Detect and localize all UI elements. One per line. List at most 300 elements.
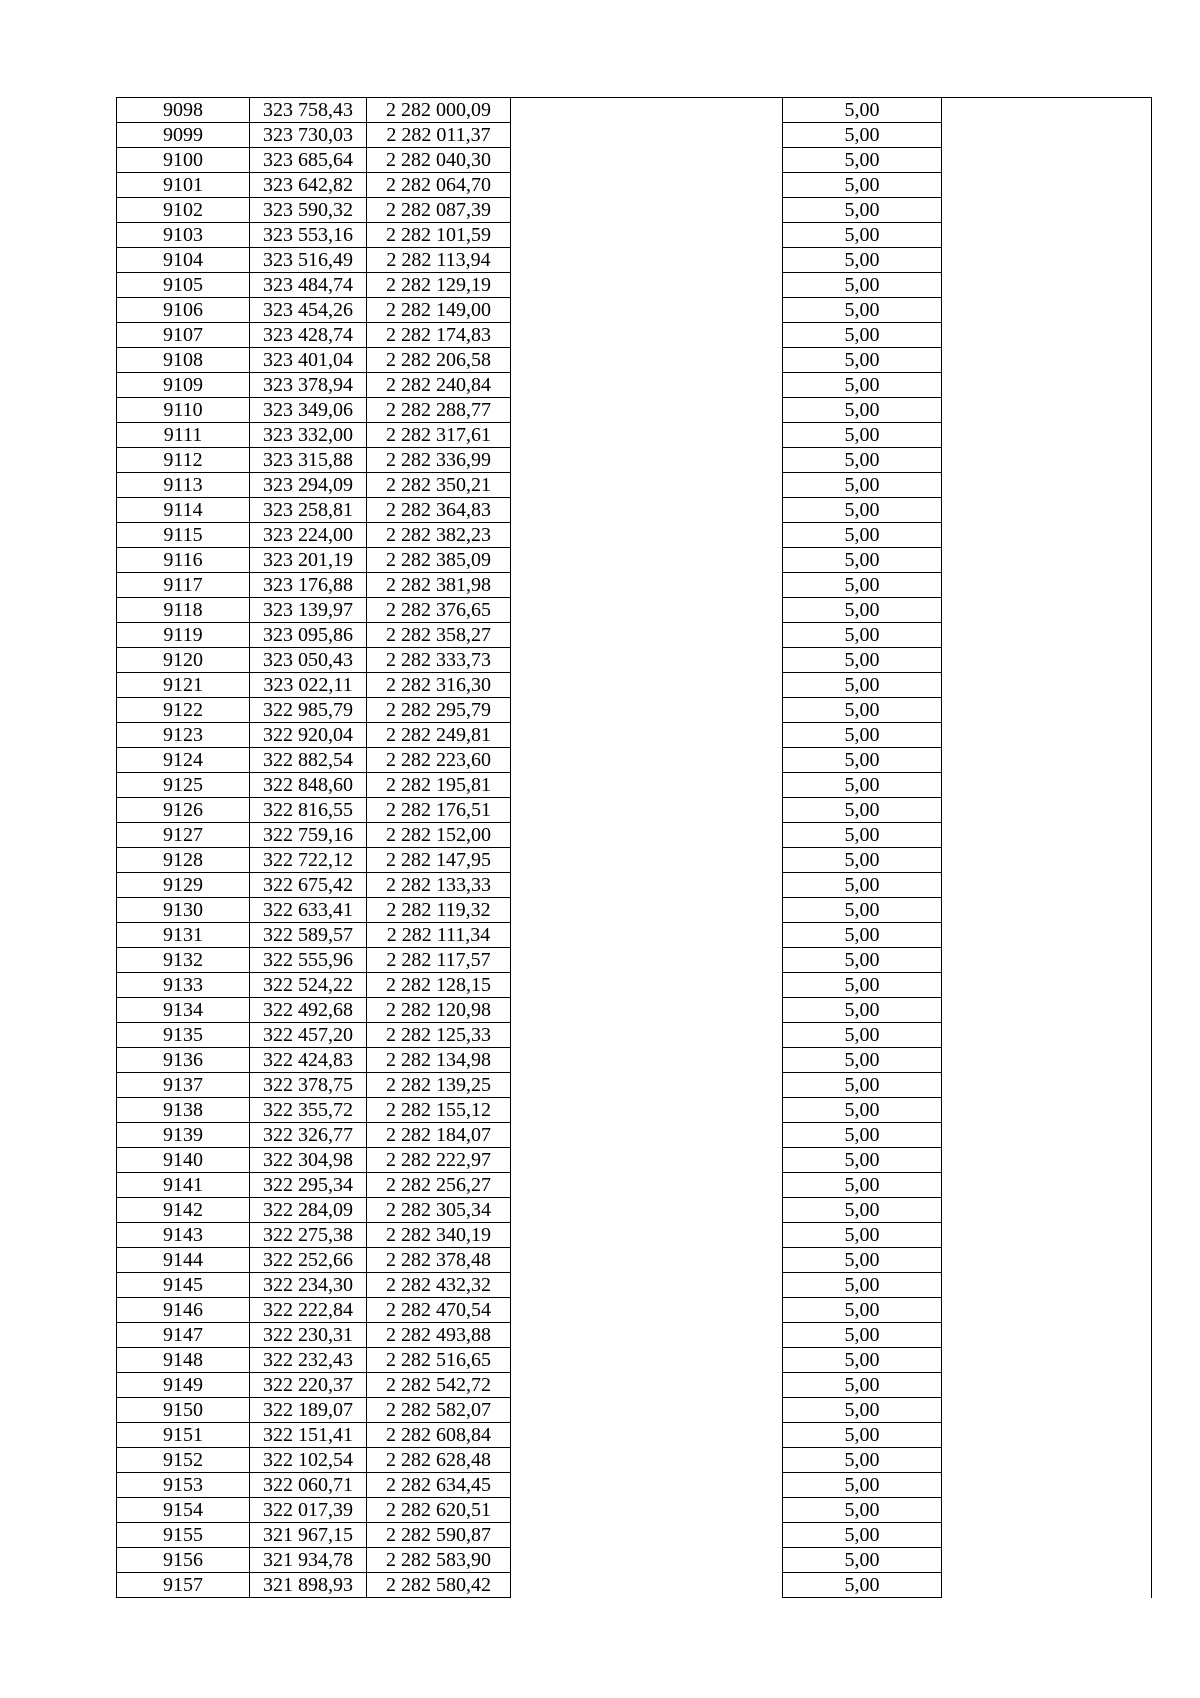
blank-cell bbox=[942, 1373, 1152, 1398]
x-coordinate-cell: 323 315,88 bbox=[250, 448, 367, 473]
blank-cell bbox=[942, 1548, 1152, 1573]
table-row bbox=[117, 1423, 1152, 1448]
blank-cell bbox=[511, 1523, 783, 1548]
value-cell: 5,00 bbox=[783, 1098, 942, 1123]
y-coordinate-cell: 2 282 583,90 bbox=[367, 1548, 511, 1573]
y-coordinate-cell: 2 282 147,95 bbox=[367, 848, 511, 873]
blank-cell bbox=[942, 523, 1152, 548]
y-coordinate-cell: 2 282 113,94 bbox=[367, 248, 511, 273]
y-coordinate-cell: 2 282 378,48 bbox=[367, 1248, 511, 1273]
value-cell: 5,00 bbox=[783, 1348, 942, 1373]
value-cell: 5,00 bbox=[783, 623, 942, 648]
point-number-cell: 9155 bbox=[117, 1523, 250, 1548]
value-cell: 5,00 bbox=[783, 798, 942, 823]
table-row bbox=[117, 598, 1152, 623]
point-number-cell: 9126 bbox=[117, 798, 250, 823]
point-number-cell: 9098 bbox=[117, 98, 250, 123]
blank-cell bbox=[511, 623, 783, 648]
x-coordinate-cell: 322 222,84 bbox=[250, 1298, 367, 1323]
x-coordinate-cell: 323 050,43 bbox=[250, 648, 367, 673]
y-coordinate-cell: 2 282 223,60 bbox=[367, 748, 511, 773]
point-number-cell: 9122 bbox=[117, 698, 250, 723]
blank-cell bbox=[942, 1498, 1152, 1523]
coordinates-table-body bbox=[117, 98, 1152, 1598]
table-row bbox=[117, 198, 1152, 223]
value-cell: 5,00 bbox=[783, 373, 942, 398]
blank-cell bbox=[511, 873, 783, 898]
y-coordinate-cell: 2 282 350,21 bbox=[367, 473, 511, 498]
point-number-cell: 9100 bbox=[117, 148, 250, 173]
point-number-cell: 9104 bbox=[117, 248, 250, 273]
blank-cell bbox=[511, 1398, 783, 1423]
blank-cell bbox=[511, 1423, 783, 1448]
blank-cell bbox=[511, 998, 783, 1023]
blank-cell bbox=[511, 1048, 783, 1073]
x-coordinate-cell: 322 252,66 bbox=[250, 1248, 367, 1273]
blank-cell bbox=[942, 1198, 1152, 1223]
blank-cell bbox=[511, 698, 783, 723]
blank-cell bbox=[511, 1223, 783, 1248]
table-row bbox=[117, 898, 1152, 923]
blank-cell bbox=[511, 248, 783, 273]
blank-cell bbox=[942, 298, 1152, 323]
table-row bbox=[117, 773, 1152, 798]
blank-cell bbox=[511, 223, 783, 248]
blank-cell bbox=[942, 1473, 1152, 1498]
blank-cell bbox=[511, 523, 783, 548]
point-number-cell: 9150 bbox=[117, 1398, 250, 1423]
table-row bbox=[117, 673, 1152, 698]
value-cell: 5,00 bbox=[783, 1573, 942, 1598]
x-coordinate-cell: 322 882,54 bbox=[250, 748, 367, 773]
point-number-cell: 9107 bbox=[117, 323, 250, 348]
coordinates-table bbox=[116, 97, 1152, 1598]
blank-cell bbox=[942, 423, 1152, 448]
blank-cell bbox=[511, 123, 783, 148]
point-number-cell: 9124 bbox=[117, 748, 250, 773]
x-coordinate-cell: 322 275,38 bbox=[250, 1223, 367, 1248]
blank-cell bbox=[511, 1073, 783, 1098]
blank-cell bbox=[942, 348, 1152, 373]
blank-cell bbox=[942, 873, 1152, 898]
value-cell: 5,00 bbox=[783, 173, 942, 198]
blank-cell bbox=[942, 1023, 1152, 1048]
x-coordinate-cell: 321 898,93 bbox=[250, 1573, 367, 1598]
point-number-cell: 9119 bbox=[117, 623, 250, 648]
y-coordinate-cell: 2 282 608,84 bbox=[367, 1423, 511, 1448]
table-row bbox=[117, 1498, 1152, 1523]
blank-cell bbox=[942, 998, 1152, 1023]
table-row bbox=[117, 1273, 1152, 1298]
value-cell: 5,00 bbox=[783, 223, 942, 248]
blank-cell bbox=[942, 698, 1152, 723]
value-cell: 5,00 bbox=[783, 1173, 942, 1198]
x-coordinate-cell: 323 428,74 bbox=[250, 323, 367, 348]
value-cell: 5,00 bbox=[783, 273, 942, 298]
y-coordinate-cell: 2 282 542,72 bbox=[367, 1373, 511, 1398]
point-number-cell: 9129 bbox=[117, 873, 250, 898]
point-number-cell: 9136 bbox=[117, 1048, 250, 1073]
table-row bbox=[117, 1373, 1152, 1398]
y-coordinate-cell: 2 282 336,99 bbox=[367, 448, 511, 473]
value-cell: 5,00 bbox=[783, 1148, 942, 1173]
blank-cell bbox=[942, 948, 1152, 973]
blank-cell bbox=[942, 198, 1152, 223]
table-row bbox=[117, 423, 1152, 448]
blank-cell bbox=[942, 1248, 1152, 1273]
point-number-cell: 9133 bbox=[117, 973, 250, 998]
blank-cell bbox=[511, 498, 783, 523]
point-number-cell: 9147 bbox=[117, 1323, 250, 1348]
point-number-cell: 9121 bbox=[117, 673, 250, 698]
value-cell: 5,00 bbox=[783, 723, 942, 748]
blank-cell bbox=[511, 323, 783, 348]
value-cell: 5,00 bbox=[783, 1298, 942, 1323]
y-coordinate-cell: 2 282 129,19 bbox=[367, 273, 511, 298]
x-coordinate-cell: 323 758,43 bbox=[250, 98, 367, 123]
table-row bbox=[117, 948, 1152, 973]
blank-cell bbox=[511, 723, 783, 748]
value-cell: 5,00 bbox=[783, 1548, 942, 1573]
value-cell: 5,00 bbox=[783, 848, 942, 873]
value-cell: 5,00 bbox=[783, 973, 942, 998]
blank-cell bbox=[511, 748, 783, 773]
y-coordinate-cell: 2 282 119,32 bbox=[367, 898, 511, 923]
table-row bbox=[117, 1198, 1152, 1223]
y-coordinate-cell: 2 282 358,27 bbox=[367, 623, 511, 648]
value-cell: 5,00 bbox=[783, 448, 942, 473]
value-cell: 5,00 bbox=[783, 1273, 942, 1298]
table-row bbox=[117, 148, 1152, 173]
point-number-cell: 9131 bbox=[117, 923, 250, 948]
x-coordinate-cell: 322 232,43 bbox=[250, 1348, 367, 1373]
table-row bbox=[117, 173, 1152, 198]
point-number-cell: 9101 bbox=[117, 173, 250, 198]
y-coordinate-cell: 2 282 064,70 bbox=[367, 173, 511, 198]
x-coordinate-cell: 322 816,55 bbox=[250, 798, 367, 823]
blank-cell bbox=[511, 848, 783, 873]
point-number-cell: 9105 bbox=[117, 273, 250, 298]
x-coordinate-cell: 322 589,57 bbox=[250, 923, 367, 948]
y-coordinate-cell: 2 282 295,79 bbox=[367, 698, 511, 723]
x-coordinate-cell: 322 326,77 bbox=[250, 1123, 367, 1148]
value-cell: 5,00 bbox=[783, 1373, 942, 1398]
table-row bbox=[117, 1223, 1152, 1248]
y-coordinate-cell: 2 282 317,61 bbox=[367, 423, 511, 448]
value-cell: 5,00 bbox=[783, 398, 942, 423]
table-row bbox=[117, 498, 1152, 523]
table-row bbox=[117, 573, 1152, 598]
table-row bbox=[117, 1023, 1152, 1048]
blank-cell bbox=[511, 598, 783, 623]
y-coordinate-cell: 2 282 011,37 bbox=[367, 123, 511, 148]
point-number-cell: 9141 bbox=[117, 1173, 250, 1198]
point-number-cell: 9103 bbox=[117, 223, 250, 248]
x-coordinate-cell: 322 555,96 bbox=[250, 948, 367, 973]
point-number-cell: 9108 bbox=[117, 348, 250, 373]
y-coordinate-cell: 2 282 000,09 bbox=[367, 98, 511, 123]
point-number-cell: 9112 bbox=[117, 448, 250, 473]
y-coordinate-cell: 2 282 174,83 bbox=[367, 323, 511, 348]
table-row bbox=[117, 998, 1152, 1023]
y-coordinate-cell: 2 282 117,57 bbox=[367, 948, 511, 973]
y-coordinate-cell: 2 282 382,23 bbox=[367, 523, 511, 548]
blank-cell bbox=[511, 823, 783, 848]
point-number-cell: 9148 bbox=[117, 1348, 250, 1373]
x-coordinate-cell: 322 524,22 bbox=[250, 973, 367, 998]
y-coordinate-cell: 2 282 340,19 bbox=[367, 1223, 511, 1248]
blank-cell bbox=[511, 398, 783, 423]
y-coordinate-cell: 2 282 222,97 bbox=[367, 1148, 511, 1173]
table-row bbox=[117, 448, 1152, 473]
blank-cell bbox=[942, 1573, 1152, 1598]
point-number-cell: 9151 bbox=[117, 1423, 250, 1448]
blank-cell bbox=[511, 473, 783, 498]
table-row bbox=[117, 1173, 1152, 1198]
value-cell: 5,00 bbox=[783, 923, 942, 948]
value-cell: 5,00 bbox=[783, 98, 942, 123]
value-cell: 5,00 bbox=[783, 1123, 942, 1148]
blank-cell bbox=[511, 1323, 783, 1348]
table-row bbox=[117, 623, 1152, 648]
y-coordinate-cell: 2 282 249,81 bbox=[367, 723, 511, 748]
blank-cell bbox=[511, 1298, 783, 1323]
y-coordinate-cell: 2 282 195,81 bbox=[367, 773, 511, 798]
point-number-cell: 9102 bbox=[117, 198, 250, 223]
blank-cell bbox=[511, 1498, 783, 1523]
value-cell: 5,00 bbox=[783, 148, 942, 173]
blank-cell bbox=[942, 1098, 1152, 1123]
blank-cell bbox=[942, 1173, 1152, 1198]
blank-cell bbox=[942, 648, 1152, 673]
value-cell: 5,00 bbox=[783, 473, 942, 498]
blank-cell bbox=[942, 1073, 1152, 1098]
blank-cell bbox=[942, 1048, 1152, 1073]
x-coordinate-cell: 323 590,32 bbox=[250, 198, 367, 223]
value-cell: 5,00 bbox=[783, 948, 942, 973]
blank-cell bbox=[511, 348, 783, 373]
x-coordinate-cell: 323 332,00 bbox=[250, 423, 367, 448]
value-cell: 5,00 bbox=[783, 1498, 942, 1523]
point-number-cell: 9145 bbox=[117, 1273, 250, 1298]
value-cell: 5,00 bbox=[783, 1198, 942, 1223]
x-coordinate-cell: 322 759,16 bbox=[250, 823, 367, 848]
y-coordinate-cell: 2 282 184,07 bbox=[367, 1123, 511, 1148]
value-cell: 5,00 bbox=[783, 773, 942, 798]
blank-cell bbox=[942, 1398, 1152, 1423]
x-coordinate-cell: 323 139,97 bbox=[250, 598, 367, 623]
y-coordinate-cell: 2 282 432,32 bbox=[367, 1273, 511, 1298]
y-coordinate-cell: 2 282 516,65 bbox=[367, 1348, 511, 1373]
x-coordinate-cell: 323 378,94 bbox=[250, 373, 367, 398]
x-coordinate-cell: 322 920,04 bbox=[250, 723, 367, 748]
blank-cell bbox=[942, 1123, 1152, 1148]
x-coordinate-cell: 322 633,41 bbox=[250, 898, 367, 923]
point-number-cell: 9099 bbox=[117, 123, 250, 148]
point-number-cell: 9149 bbox=[117, 1373, 250, 1398]
point-number-cell: 9134 bbox=[117, 998, 250, 1023]
blank-cell bbox=[511, 173, 783, 198]
y-coordinate-cell: 2 282 256,27 bbox=[367, 1173, 511, 1198]
blank-cell bbox=[942, 773, 1152, 798]
point-number-cell: 9127 bbox=[117, 823, 250, 848]
table-row bbox=[117, 1573, 1152, 1598]
table-row bbox=[117, 748, 1152, 773]
blank-cell bbox=[942, 623, 1152, 648]
value-cell: 5,00 bbox=[783, 898, 942, 923]
y-coordinate-cell: 2 282 133,33 bbox=[367, 873, 511, 898]
point-number-cell: 9116 bbox=[117, 548, 250, 573]
value-cell: 5,00 bbox=[783, 648, 942, 673]
x-coordinate-cell: 322 102,54 bbox=[250, 1448, 367, 1473]
blank-cell bbox=[942, 973, 1152, 998]
point-number-cell: 9140 bbox=[117, 1148, 250, 1173]
y-coordinate-cell: 2 282 206,58 bbox=[367, 348, 511, 373]
point-number-cell: 9128 bbox=[117, 848, 250, 873]
point-number-cell: 9125 bbox=[117, 773, 250, 798]
table-row bbox=[117, 123, 1152, 148]
y-coordinate-cell: 2 282 101,59 bbox=[367, 223, 511, 248]
value-cell: 5,00 bbox=[783, 998, 942, 1023]
blank-cell bbox=[942, 823, 1152, 848]
y-coordinate-cell: 2 282 385,09 bbox=[367, 548, 511, 573]
blank-cell bbox=[511, 373, 783, 398]
x-coordinate-cell: 322 985,79 bbox=[250, 698, 367, 723]
value-cell: 5,00 bbox=[783, 423, 942, 448]
blank-cell bbox=[511, 648, 783, 673]
blank-cell bbox=[511, 898, 783, 923]
blank-cell bbox=[942, 923, 1152, 948]
blank-cell bbox=[942, 448, 1152, 473]
table-row bbox=[117, 248, 1152, 273]
blank-cell bbox=[511, 1148, 783, 1173]
point-number-cell: 9144 bbox=[117, 1248, 250, 1273]
blank-cell bbox=[511, 798, 783, 823]
table-row bbox=[117, 1323, 1152, 1348]
y-coordinate-cell: 2 282 634,45 bbox=[367, 1473, 511, 1498]
value-cell: 5,00 bbox=[783, 1398, 942, 1423]
table-row bbox=[117, 648, 1152, 673]
y-coordinate-cell: 2 282 470,54 bbox=[367, 1298, 511, 1323]
x-coordinate-cell: 323 454,26 bbox=[250, 298, 367, 323]
blank-cell bbox=[511, 1473, 783, 1498]
y-coordinate-cell: 2 282 381,98 bbox=[367, 573, 511, 598]
table-row bbox=[117, 1148, 1152, 1173]
table-row bbox=[117, 398, 1152, 423]
x-coordinate-cell: 322 378,75 bbox=[250, 1073, 367, 1098]
blank-cell bbox=[942, 323, 1152, 348]
blank-cell bbox=[942, 798, 1152, 823]
blank-cell bbox=[511, 548, 783, 573]
point-number-cell: 9114 bbox=[117, 498, 250, 523]
y-coordinate-cell: 2 282 125,33 bbox=[367, 1023, 511, 1048]
blank-cell bbox=[942, 223, 1152, 248]
x-coordinate-cell: 323 516,49 bbox=[250, 248, 367, 273]
y-coordinate-cell: 2 282 376,65 bbox=[367, 598, 511, 623]
point-number-cell: 9139 bbox=[117, 1123, 250, 1148]
blank-cell bbox=[942, 1298, 1152, 1323]
blank-cell bbox=[942, 498, 1152, 523]
blank-cell bbox=[942, 1523, 1152, 1548]
blank-cell bbox=[942, 398, 1152, 423]
y-coordinate-cell: 2 282 493,88 bbox=[367, 1323, 511, 1348]
x-coordinate-cell: 323 294,09 bbox=[250, 473, 367, 498]
point-number-cell: 9154 bbox=[117, 1498, 250, 1523]
y-coordinate-cell: 2 282 582,07 bbox=[367, 1398, 511, 1423]
x-coordinate-cell: 322 492,68 bbox=[250, 998, 367, 1023]
x-coordinate-cell: 322 304,98 bbox=[250, 1148, 367, 1173]
blank-cell bbox=[942, 173, 1152, 198]
y-coordinate-cell: 2 282 288,77 bbox=[367, 398, 511, 423]
x-coordinate-cell: 323 201,19 bbox=[250, 548, 367, 573]
table-row bbox=[117, 1473, 1152, 1498]
y-coordinate-cell: 2 282 111,34 bbox=[367, 923, 511, 948]
table-row bbox=[117, 1298, 1152, 1323]
x-coordinate-cell: 322 295,34 bbox=[250, 1173, 367, 1198]
value-cell: 5,00 bbox=[783, 1523, 942, 1548]
table-row bbox=[117, 1073, 1152, 1098]
point-number-cell: 9137 bbox=[117, 1073, 250, 1098]
x-coordinate-cell: 323 224,00 bbox=[250, 523, 367, 548]
blank-cell bbox=[942, 673, 1152, 698]
blank-cell bbox=[511, 1098, 783, 1123]
table-row bbox=[117, 848, 1152, 873]
x-coordinate-cell: 323 176,88 bbox=[250, 573, 367, 598]
y-coordinate-cell: 2 282 333,73 bbox=[367, 648, 511, 673]
x-coordinate-cell: 323 022,11 bbox=[250, 673, 367, 698]
value-cell: 5,00 bbox=[783, 873, 942, 898]
blank-cell bbox=[511, 298, 783, 323]
value-cell: 5,00 bbox=[783, 1423, 942, 1448]
y-coordinate-cell: 2 282 176,51 bbox=[367, 798, 511, 823]
table-row bbox=[117, 523, 1152, 548]
table-row bbox=[117, 223, 1152, 248]
point-number-cell: 9146 bbox=[117, 1298, 250, 1323]
value-cell: 5,00 bbox=[783, 1023, 942, 1048]
x-coordinate-cell: 322 848,60 bbox=[250, 773, 367, 798]
point-number-cell: 9115 bbox=[117, 523, 250, 548]
table-row bbox=[117, 1123, 1152, 1148]
x-coordinate-cell: 322 424,83 bbox=[250, 1048, 367, 1073]
x-coordinate-cell: 323 685,64 bbox=[250, 148, 367, 173]
x-coordinate-cell: 323 258,81 bbox=[250, 498, 367, 523]
point-number-cell: 9156 bbox=[117, 1548, 250, 1573]
y-coordinate-cell: 2 282 152,00 bbox=[367, 823, 511, 848]
point-number-cell: 9109 bbox=[117, 373, 250, 398]
value-cell: 5,00 bbox=[783, 573, 942, 598]
x-coordinate-cell: 323 553,16 bbox=[250, 223, 367, 248]
value-cell: 5,00 bbox=[783, 673, 942, 698]
blank-cell bbox=[511, 148, 783, 173]
table-row bbox=[117, 798, 1152, 823]
y-coordinate-cell: 2 282 128,15 bbox=[367, 973, 511, 998]
x-coordinate-cell: 322 017,39 bbox=[250, 1498, 367, 1523]
table-row bbox=[117, 473, 1152, 498]
x-coordinate-cell: 323 484,74 bbox=[250, 273, 367, 298]
point-number-cell: 9120 bbox=[117, 648, 250, 673]
table-row bbox=[117, 273, 1152, 298]
value-cell: 5,00 bbox=[783, 548, 942, 573]
blank-cell bbox=[942, 373, 1152, 398]
blank-cell bbox=[511, 1198, 783, 1223]
y-coordinate-cell: 2 282 087,39 bbox=[367, 198, 511, 223]
blank-cell bbox=[942, 748, 1152, 773]
point-number-cell: 9130 bbox=[117, 898, 250, 923]
blank-cell bbox=[942, 1448, 1152, 1473]
blank-cell bbox=[942, 848, 1152, 873]
blank-cell bbox=[942, 898, 1152, 923]
point-number-cell: 9106 bbox=[117, 298, 250, 323]
